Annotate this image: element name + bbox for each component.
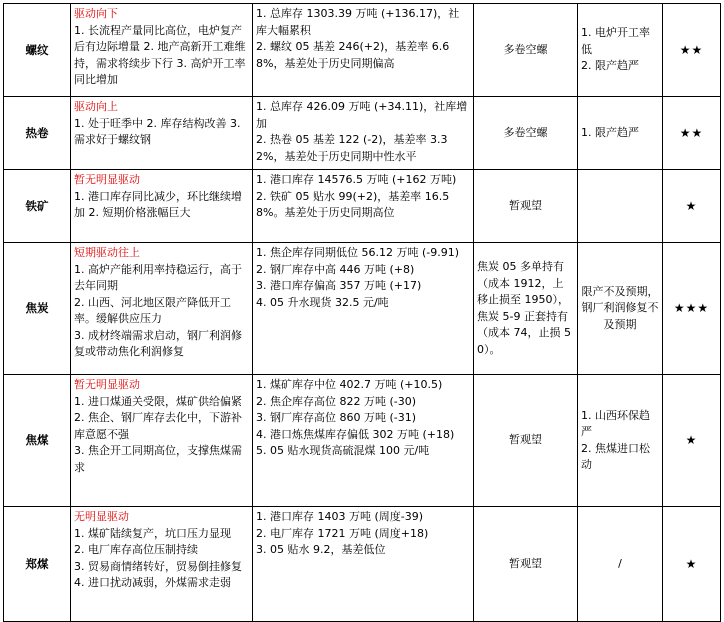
data-cell — [253, 243, 474, 375]
data-cell — [253, 4, 474, 97]
data-line: 1. 总库存 1303.39 万吨 (+136.17)，社库大幅累积 — [256, 7, 460, 37]
logic-cell — [71, 507, 253, 622]
data-line: 1. 总库存 426.09 万吨 (+34.11)，社库增加 — [256, 100, 468, 130]
star-rating: ★★★ — [663, 243, 721, 375]
star-rating: ★★ — [663, 4, 721, 97]
logic-cell — [71, 4, 253, 97]
driver-label: 短期驱动往上 — [74, 246, 140, 259]
data-line: 4. 05 升水现货 32.5 元/吨 — [256, 295, 389, 309]
strategy-cell: 暂观望 — [474, 375, 578, 507]
data-cell — [253, 507, 474, 622]
logic-cell — [71, 375, 253, 507]
data-line: 2. 焦企库存高位 822 万吨 (-30) — [256, 394, 417, 408]
risk-line: 1. 电炉开工率低 — [581, 26, 650, 56]
driver-label: 驱动向上 — [74, 100, 118, 113]
table-row — [4, 375, 721, 507]
logic-cell — [71, 243, 253, 375]
risk-cell — [578, 4, 663, 97]
driver-label: 暂无明显驱动 — [74, 173, 140, 186]
strategy-cell: 多卷空螺 — [474, 4, 578, 97]
commodity-name: 郑煤 — [4, 507, 71, 622]
risk-cell — [578, 243, 663, 375]
data-line: 1. 港口库存 14576.5 万吨 (+162 万吨) — [256, 173, 457, 186]
driver-label: 暂无明显驱动 — [74, 378, 140, 391]
data-line: 2. 热卷 05 基差 122 (-2)，基差率 3.32%，基差处于历史同期中性水平 — [256, 133, 448, 163]
data-line: 2. 钢厂库存中高 446 万吨 (+8) — [256, 262, 415, 276]
table-row — [4, 97, 721, 170]
data-cell — [253, 170, 474, 243]
driver-label: 无明显驱动 — [74, 510, 129, 523]
data-line: 3. 钢厂库存高位 860 万吨 (-31) — [256, 411, 417, 424]
strategy-cell: 焦炭 05 多单持有（成本 1912，上移止损至 1950），焦炭 5-9 正套持有（成本 74，止损 50）。 — [474, 243, 578, 375]
risk-line: 1. 山西环保趋严 — [581, 408, 650, 438]
logic-line: 2. 电厂库存高位压制持续 — [74, 543, 198, 556]
logic-cell — [71, 97, 253, 170]
commodity-name: 焦炭 — [4, 243, 71, 375]
logic-line: 1. 港口库存同比减少，环比继续增加 2. 短期价格涨幅巨大 — [74, 189, 242, 219]
commodity-name: 热卷 — [4, 97, 71, 170]
commodity-name: 螺纹 — [4, 4, 71, 97]
data-line: 2. 螺纹 05 基差 246(+2)，基差率 6.68%，基差处于历史同期偏高 — [256, 40, 450, 70]
logic-line: 4. 进口扰动减弱，外煤需求走弱 — [74, 576, 231, 589]
logic-cell — [71, 170, 253, 243]
risk-line: / — [618, 556, 622, 570]
logic-line: 1. 进口煤通关受限，煤矿供给偏紧 — [74, 394, 242, 408]
star-rating: ★ — [663, 375, 721, 507]
strategy-cell: 暂观望 — [474, 170, 578, 243]
risk-cell — [578, 97, 663, 170]
logic-line: 3. 贸易商情绪转好，贸易倒挂修复 — [74, 559, 242, 573]
table-row — [4, 243, 721, 375]
commodity-name: 铁矿 — [4, 170, 71, 243]
commodity-name: 焦煤 — [4, 375, 71, 507]
data-cell — [253, 375, 474, 507]
data-line: 2. 电厂库存 1721 万吨 (周度+18) — [256, 526, 429, 540]
risk-line: 1. 限产趋严 — [581, 125, 639, 139]
logic-line: 1. 煤矿陆续复产，坑口压力显现 — [74, 526, 231, 540]
strategy-cell: 暂观望 — [474, 507, 578, 622]
risk-cell — [578, 170, 663, 243]
star-rating: ★★ — [663, 97, 721, 170]
data-line: 1. 焦企库存同期低位 56.12 万吨 (-9.91) — [256, 246, 460, 259]
logic-line: 1. 处于旺季中 2. 库存结构改善 3. 需求好于螺纹钢 — [74, 116, 241, 146]
data-line: 4. 港口炼焦煤库存偏低 302 万吨 (+18) — [256, 427, 455, 441]
logic-line: 3. 焦企开工同期高位，支撑焦煤需求 — [74, 444, 242, 474]
data-line: 1. 港口库存 1403 万吨 (周度-39) — [256, 510, 424, 523]
strategy-cell: 多卷空螺 — [474, 97, 578, 170]
risk-cell — [578, 375, 663, 507]
risk-line: 2. 限产趋严 — [581, 59, 639, 73]
table-row — [4, 4, 721, 97]
logic-line: 2. 山西、河北地区限产降低开工率。缓解供应压力 — [74, 295, 231, 325]
data-line: 2. 铁矿 05 贴水 99(+2)，基差率 16.58%。基差处于历史同期高位 — [256, 189, 450, 219]
star-rating: ★ — [663, 507, 721, 622]
logic-line: 1. 长流程产量同比高位，电炉复产后有边际增量 2. 地产高新开工难维持，需求将续步下行 3. 高炉开工率同比增加 — [74, 23, 246, 86]
risk-cell — [578, 507, 663, 622]
driver-label: 驱动向下 — [74, 7, 118, 20]
table-row — [4, 170, 721, 243]
data-line: 3. 05 贴水 9.2，基差低位 — [256, 543, 386, 556]
risk-line: 2. 焦煤进口松动 — [581, 441, 650, 471]
star-rating: ★ — [663, 170, 721, 243]
risk-line: 限产不及预期，钢厂利润修复不及预期 — [581, 284, 659, 331]
table-body — [4, 4, 721, 622]
data-line: 3. 港口库存偏高 357 万吨 (+17) — [256, 279, 422, 292]
commodity-strategy-table — [3, 3, 721, 622]
data-line: 5. 05 贴水现货高硫混煤 100 元/吨 — [256, 444, 430, 457]
data-cell — [253, 97, 474, 170]
table-row — [4, 507, 721, 622]
logic-line: 2. 焦企、钢厂库存去化中，下游补库意愿不强 — [74, 411, 242, 441]
logic-line: 1. 高炉产能利用率持稳运行，高于去年同期 — [74, 262, 242, 292]
data-line: 1. 煤矿库存中位 402.7 万吨 (+10.5) — [256, 378, 443, 391]
logic-line: 3. 成材终端需求启动，钢厂利润修复或带动焦化利润修复 — [74, 328, 242, 358]
